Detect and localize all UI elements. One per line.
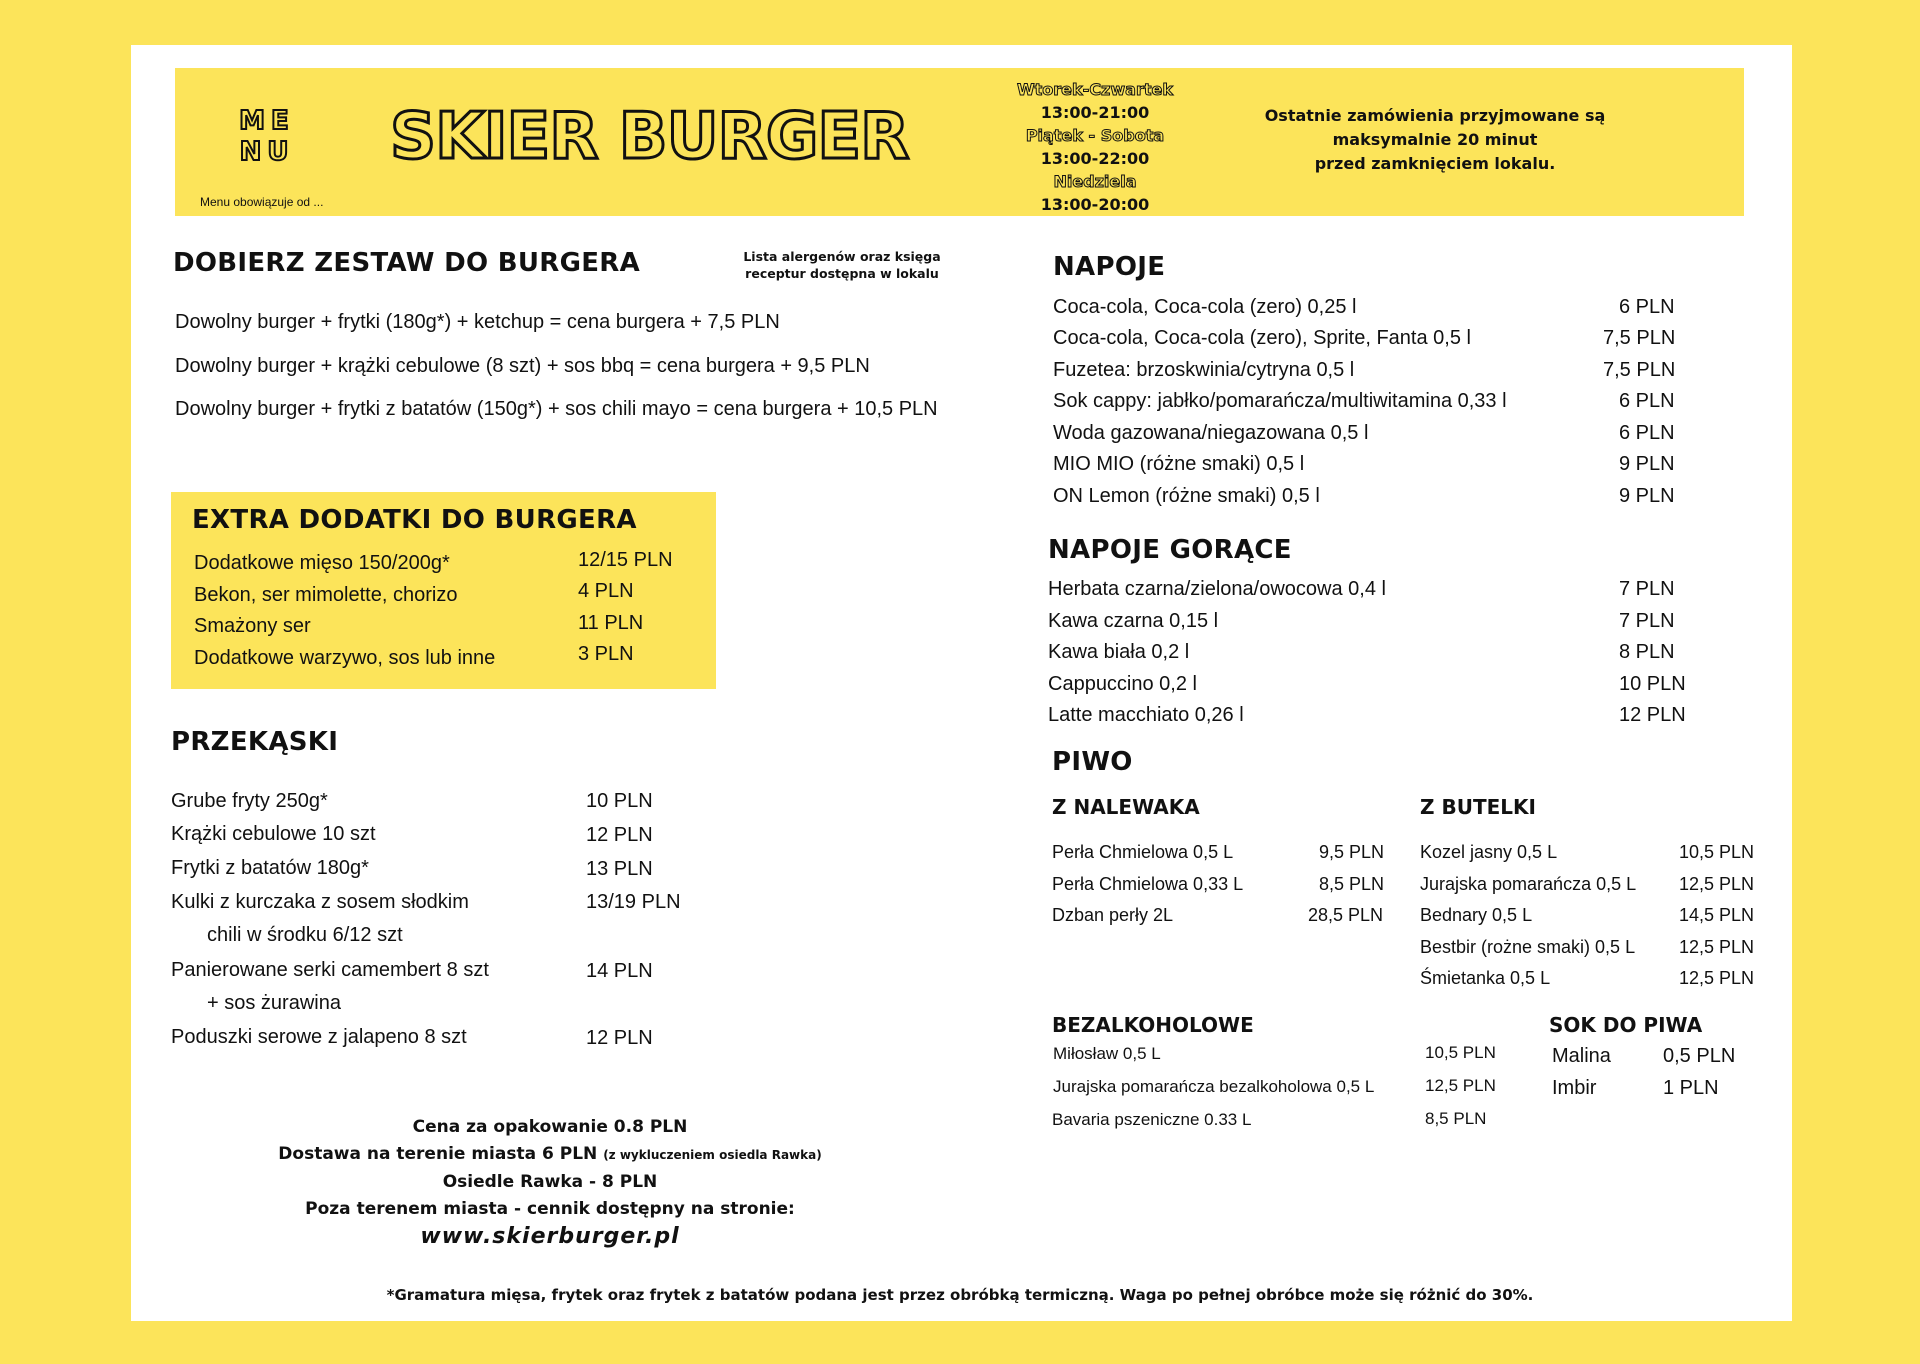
sets-title: DOBIERZ ZESTAW DO BURGERA — [173, 248, 641, 278]
draft-beer-name: Perła Chmielowa 0,33 L — [1052, 874, 1244, 894]
extra-item-price: 4 PLN — [578, 580, 634, 602]
hot-drinks-title: NAPOJE GORĄCE — [1048, 535, 1292, 565]
snack-item-price: 13 PLN — [586, 858, 653, 880]
drink-item-name: Fuzetea: brzoskwinia/cytryna 0,5 l — [1053, 359, 1355, 381]
drink-item-name: ON Lemon (różne smaki) 0,5 l — [1053, 485, 1320, 507]
snack-item-price: 10 PLN — [586, 790, 653, 812]
hot-drink-item-name: Kawa biała 0,2 l — [1048, 641, 1190, 663]
bottle-beer-title: Z BUTELKI — [1420, 795, 1536, 819]
hours-day: Piątek - Sobota — [1025, 126, 1165, 145]
snack-item-name: Krążki cebulowe 10 szt — [171, 823, 376, 845]
draft-beer-title: Z NALEWAKA — [1052, 795, 1200, 819]
nonalcoholic-beer-price: 10,5 PLN — [1425, 1043, 1496, 1062]
beer-juice-price: 1 PLN — [1663, 1077, 1719, 1099]
snack-item-name: Grube fryty 250g* — [171, 790, 328, 812]
hot-drink-item-name: Kawa czarna 0,15 l — [1048, 610, 1219, 632]
packaging-price: Cena za opakowanie 0.8 PLN — [412, 1117, 688, 1137]
delivery-info — [210, 1114, 890, 1250]
header-banner — [175, 68, 1744, 216]
bottle-beer-price: 10,5 PLN — [1679, 842, 1755, 862]
bottle-beer-price: 14,5 PLN — [1679, 905, 1755, 925]
bottle-beer-name: Kozel jasny 0,5 L — [1420, 842, 1558, 862]
snacks-title: PRZEKĄSKI — [171, 727, 339, 757]
drink-item-name: Woda gazowana/niegazowana 0,5 l — [1053, 422, 1369, 444]
beer-title: PIWO — [1052, 747, 1133, 777]
nonalcoholic-beer-name: Jurajska pomarańcza bezalkoholowa 0,5 L — [1053, 1077, 1375, 1096]
hours-time: 13:00-22:00 — [1040, 149, 1150, 168]
drink-item-price: 6 PLN — [1619, 390, 1675, 412]
hours-day: Wtorek-Czwartek — [1017, 80, 1173, 99]
beer-juice-name: Imbir — [1552, 1077, 1597, 1099]
extra-item-name: Bekon, ser mimolette, chorizo — [194, 584, 458, 606]
hours-time: 13:00-20:00 — [1040, 195, 1150, 214]
snack-item-price: 12 PLN — [586, 1027, 653, 1049]
draft-beer-price: 8,5 PLN — [1319, 874, 1385, 894]
nonalcoholic-beer-price: 12,5 PLN — [1425, 1076, 1496, 1095]
snack-item-name: Kulki z kurczaka z sosem słodkim — [171, 891, 469, 913]
hot-drink-item-price: 7 PLN — [1619, 610, 1675, 632]
outside-city-note: Poza terenem miasta - cennik dostępny na stronie: — [305, 1199, 795, 1219]
snack-item-price: 14 PLN — [586, 960, 653, 982]
rawka-price: Osiedle Rawka - 8 PLN — [442, 1172, 658, 1192]
menu-logo — [235, 106, 299, 168]
hot-drink-item-price: 8 PLN — [1619, 641, 1675, 663]
bottle-beer-price: 12,5 PLN — [1679, 937, 1755, 957]
delivery-exclusion: (z wykluczeniem osiedla Rawka) — [603, 1148, 822, 1162]
snack-item-name: Panierowane serki camembert 8 szt — [171, 959, 489, 981]
nonalcoholic-beer-price: 8,5 PLN — [1425, 1109, 1487, 1128]
set-offer: Dowolny burger + frytki z batatów (150g*) + sos chili mayo = cena burgera + 10,5 PLN — [175, 398, 938, 420]
last-orders-line: przed zamknięciem lokalu. — [1314, 154, 1556, 173]
bottle-beer-name: Śmietanka 0,5 L — [1420, 968, 1551, 988]
beer-juice-name: Malina — [1552, 1045, 1611, 1067]
hot-drink-item-name: Cappuccino 0,2 l — [1048, 673, 1197, 695]
delivery-price: Dostawa na terenie miasta 6 PLN — [278, 1144, 598, 1164]
drink-item-price: 7,5 PLN — [1603, 327, 1676, 349]
draft-beer-name: Perła Chmielowa 0,5 L — [1052, 842, 1234, 862]
extra-item-price: 12/15 PLN — [578, 549, 673, 571]
opening-hours — [975, 78, 1215, 216]
brand-title: SKIER BURGER — [390, 100, 909, 174]
snack-item-name-cont: + sos żurawina — [207, 992, 341, 1014]
snack-item-price: 13/19 PLN — [586, 891, 681, 913]
hot-drink-item-price: 10 PLN — [1619, 673, 1686, 695]
drink-item-price: 6 PLN — [1619, 296, 1675, 318]
menu-validity-note: Menu obowiązuje od ... — [200, 195, 324, 209]
weight-disclaimer: *Gramatura mięsa, frytek oraz frytek z batatów podana jest przez obróbką termiczną. Waga po pełnej obróbce może się różnić do 30%. — [386, 1286, 1534, 1304]
drink-item-name: Coca-cola, Coca-cola (zero), Sprite, Fanta 0,5 l — [1053, 327, 1471, 349]
hot-drink-item-price: 12 PLN — [1619, 704, 1686, 726]
draft-beer-price: 28,5 PLN — [1308, 905, 1384, 925]
snack-item-name: Frytki z batatów 180g* — [171, 857, 369, 879]
delivery-line — [210, 1141, 890, 1169]
snack-item-price: 12 PLN — [586, 824, 653, 846]
hot-drink-item-name: Latte macchiato 0,26 l — [1048, 704, 1244, 726]
menu-logo-line: ME — [239, 106, 295, 136]
draft-beer-name: Dzban perły 2L — [1052, 905, 1174, 925]
extras-title: EXTRA DODATKI DO BURGERA — [192, 505, 637, 535]
last-orders-line: maksymalnie 20 minut — [1332, 130, 1538, 149]
hours-day: Niedziela — [1053, 172, 1137, 191]
extra-item-price: 3 PLN — [578, 643, 634, 665]
beer-juice-title: SOK DO PIWA — [1549, 1013, 1703, 1037]
last-orders-line: Ostatnie zamówienia przyjmowane są — [1264, 106, 1606, 125]
drink-item-name: MIO MIO (różne smaki) 0,5 l — [1053, 453, 1305, 475]
extra-item-price: 11 PLN — [578, 612, 644, 634]
drink-item-price: 9 PLN — [1619, 485, 1675, 507]
bottle-beer-price: 12,5 PLN — [1679, 968, 1755, 988]
nonalcoholic-beer-name: Bavaria pszeniczne 0.33 L — [1052, 1110, 1252, 1129]
allergen-note — [727, 248, 957, 282]
hours-time: 13:00-21:00 — [1040, 103, 1150, 122]
drink-item-name: Coca-cola, Coca-cola (zero) 0,25 l — [1053, 296, 1357, 318]
last-orders-note — [1245, 104, 1625, 176]
hot-drink-item-price: 7 PLN — [1619, 578, 1675, 600]
extra-item-name: Dodatkowe warzywo, sos lub inne — [194, 647, 496, 669]
drinks-title: NAPOJE — [1053, 252, 1166, 282]
set-offer: Dowolny burger + frytki (180g*) + ketchup = cena burgera + 7,5 PLN — [175, 311, 780, 333]
beer-juice-price: 0,5 PLN — [1663, 1045, 1736, 1067]
drink-item-price: 6 PLN — [1619, 422, 1675, 444]
bottle-beer-price: 12,5 PLN — [1679, 874, 1755, 894]
hot-drink-item-name: Herbata czarna/zielona/owocowa 0,4 l — [1048, 578, 1386, 600]
bottle-beer-name: Bestbir (rożne smaki) 0,5 L — [1420, 937, 1636, 957]
drink-item-price: 9 PLN — [1619, 453, 1675, 475]
drink-item-name: Sok cappy: jabłko/pomarańcza/multiwitamina 0,33 l — [1053, 390, 1507, 412]
drink-item-price: 7,5 PLN — [1603, 359, 1676, 381]
set-offer: Dowolny burger + krążki cebulowe (8 szt) + sos bbq = cena burgera + 9,5 PLN — [175, 355, 870, 377]
bottle-beer-name: Jurajska pomarańcza 0,5 L — [1420, 874, 1637, 894]
menu-logo-line: NU — [239, 137, 295, 167]
extra-item-name: Dodatkowe mięso 150/200g* — [194, 552, 450, 574]
allergen-note-line: Lista alergenów oraz księga — [743, 249, 941, 264]
snack-item-name: Poduszki serowe z jalapeno 8 szt — [171, 1026, 467, 1048]
nonalcoholic-beer-name: Miłosław 0,5 L — [1053, 1044, 1161, 1063]
draft-beer-price: 9,5 PLN — [1319, 842, 1385, 862]
extra-item-name: Smażony ser — [194, 615, 311, 637]
nonalcoholic-beer-title: BEZALKOHOLOWE — [1052, 1013, 1254, 1037]
allergen-note-line: receptur dostępna w lokalu — [745, 266, 939, 281]
website-link[interactable]: www.skierburger.pl — [420, 1224, 680, 1249]
snack-item-name-cont: chili w środku 6/12 szt — [207, 924, 403, 946]
bottle-beer-name: Bednary 0,5 L — [1420, 905, 1533, 925]
